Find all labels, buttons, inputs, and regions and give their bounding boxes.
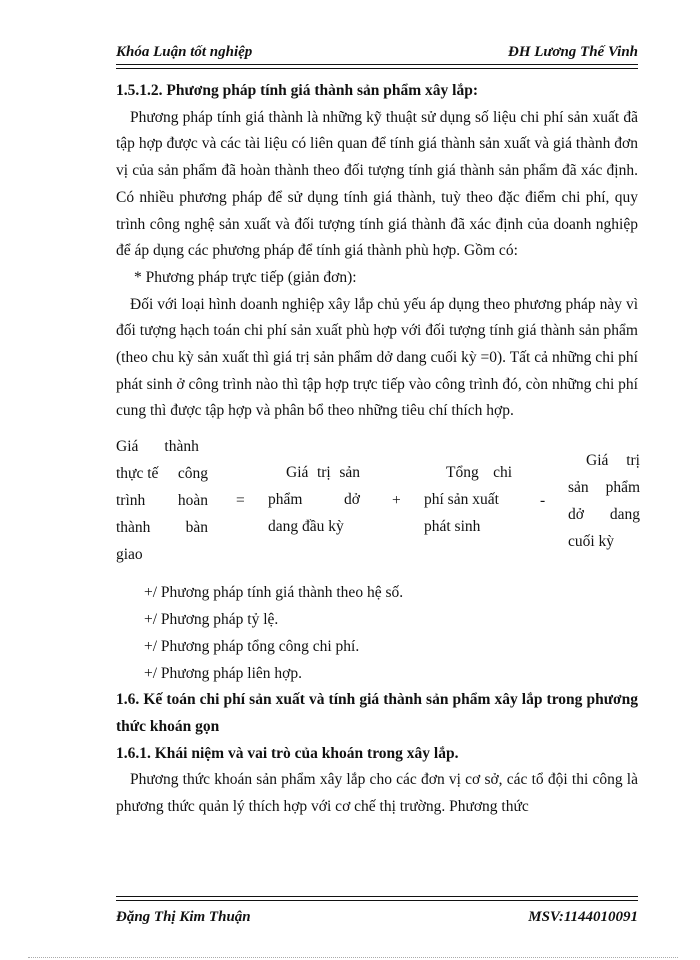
method-item: +/ Phương pháp tính giá thành theo hệ số. [144, 584, 404, 602]
formula-plus: + [392, 492, 401, 510]
footer-right: MSV:1144010091 [528, 909, 638, 925]
section-heading-161: 1.6.1. Khái niệm và vai trò của khoán trong xây lắp. [116, 744, 459, 762]
section-heading-16: 1.6. Kế toán chi phí sản xuất và tính giá thành sản phẩm xây lắp trong phương thức khoán gọn [116, 691, 638, 735]
footer-divider [116, 896, 638, 901]
section-heading-1512: 1.5.1.2. Phương pháp tính giá thành sản phẩm xây lắp: [116, 82, 479, 99]
paragraph-direct-method: Đối với loại hình doanh nghiệp xây lắp chủ yếu áp dụng theo phương pháp này vì đối tượng hạch toán chi phí sản xuất phù hợp với đối tượng tính giá thành sản phẩm (theo chu kỳ sản xuất thì giá trị sản phẩm dở dang cuối kỳ =0). Tất cả những chi phí phát sinh ở công trình nào thì tập hợp trực tiếp vào công trình đó, còn những chi phí cung thì được tập hợp và phân bổ theo những tiêu chí thích hợp. [116, 295, 638, 420]
formula-minus: - [540, 492, 546, 510]
cost-formula [116, 433, 638, 579]
page-break-line [28, 957, 678, 958]
method-item: +/ Phương pháp tỷ lệ. [144, 611, 279, 629]
formula-term-period-cost: Tổng chi phí sản xuất phát sinh [424, 464, 512, 536]
paragraph-pricing-methods: Phương pháp tính giá thành là những kỹ thuật sử dụng số liệu chi phí sản xuất đã tập hợp được và các tài liệu có liên quan để tính giá thành sản xuất và giá thành đơn vị của sản phẩm đã hoàn thành theo đối tượng tính giá thành sản phẩm đã xác định. Có nhiều phương pháp để sử dụng tính giá thành, tuỳ theo đặc điểm chi phí, quy trình công nghệ sản xuất và đối tượng tính giá thành đã xác định của doanh nghiệp để áp dụng các phương pháp để tính giá thành phù hợp. Gồm có: [116, 108, 638, 260]
method-item: +/ Phương pháp tổng công chi phí. [144, 638, 360, 656]
direct-method-label: * Phương pháp trực tiếp (giản đơn): [134, 268, 357, 286]
page-header [116, 39, 638, 61]
formula-equals: = [236, 492, 245, 510]
page-body [116, 78, 638, 821]
formula-term-closing-wip: Giá trị sản phẩm dở dang cuối kỳ [568, 452, 640, 551]
formula-term-opening-wip: Giá trị sản phẩm dở dang đầu kỳ [268, 464, 360, 536]
header-divider [116, 64, 638, 69]
method-item: +/ Phương pháp liên hợp. [144, 665, 302, 683]
paragraph-contracting: Phương thức khoán sản phẩm xây lắp cho các đơn vị cơ sở, các tổ đội thi công là phương thức quản lý thích hợp với cơ chế thị trường. Phương thức [116, 771, 638, 815]
header-left: Khóa Luận tốt nghiệp [116, 44, 253, 60]
footer-left: Đặng Thị Kim Thuận [116, 909, 251, 925]
formula-term-actual-cost: Giá thành thực tế công trình hoàn thành bàn giao [116, 438, 208, 564]
page-footer [116, 904, 638, 926]
header-right: ĐH Lương Thế Vinh [508, 44, 638, 60]
